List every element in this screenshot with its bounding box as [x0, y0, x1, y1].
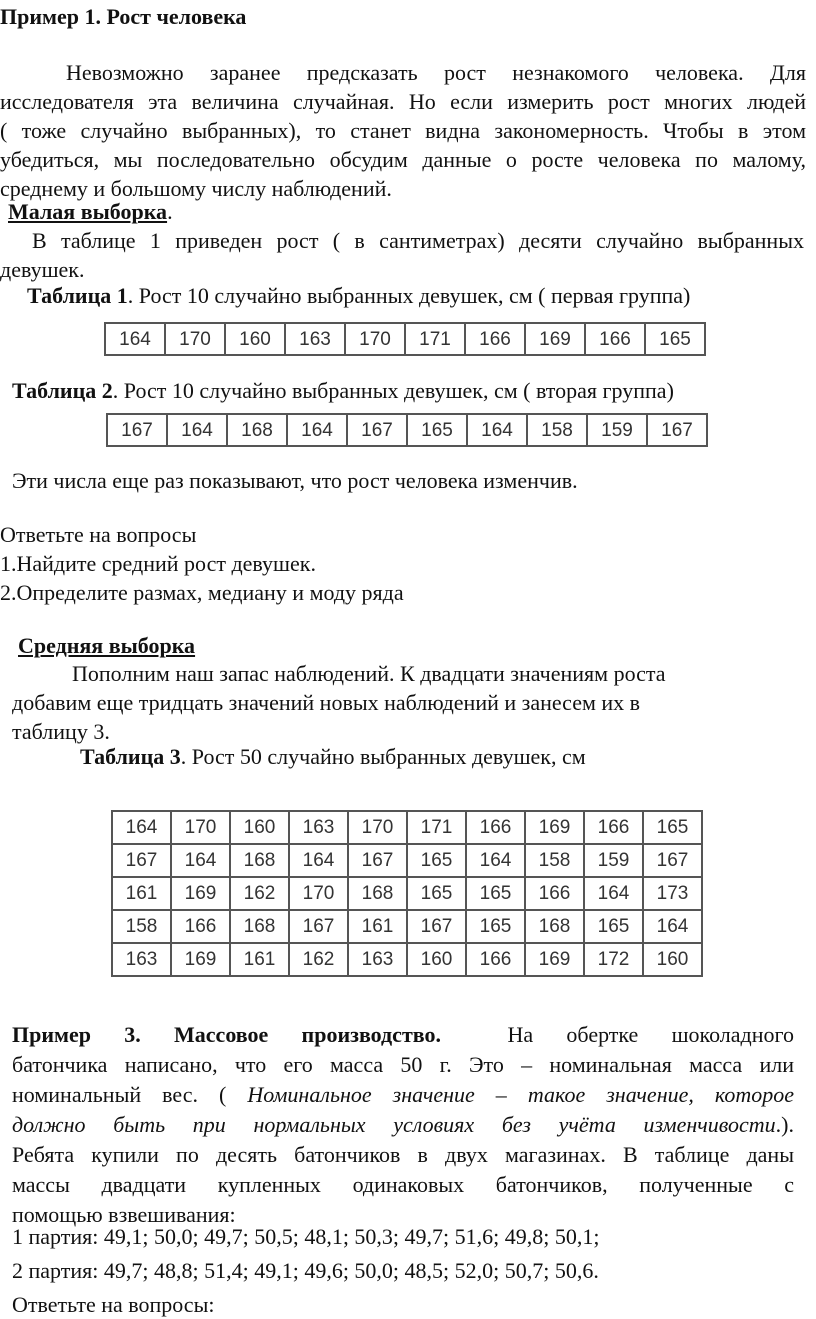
- example3-line1-rest: На обертке шоколадного: [507, 1022, 794, 1047]
- medium-sample-line-1: Пополним наш запас наблюдений. К двадцати значениям роста: [72, 661, 666, 686]
- table-cell: 160: [230, 811, 289, 844]
- table-cell: 161: [230, 943, 289, 976]
- small-sample-heading: Малая выборка.: [8, 199, 173, 224]
- table-cell: 165: [407, 414, 467, 446]
- intro-line-3: ( тоже случайно выбранных), то станет видна закономерность. Чтобы в этом: [0, 118, 806, 143]
- example3-line-3: [12, 1080, 794, 1110]
- table-cell: 167: [643, 844, 702, 877]
- table-cell: 167: [407, 910, 466, 943]
- table-cell: 166: [584, 811, 643, 844]
- nominal-definition-part1: Номинальное значение – такое значение, которое: [247, 1082, 794, 1107]
- table-cell: 165: [407, 844, 466, 877]
- table-cell: 163: [289, 811, 348, 844]
- table-cell: 168: [230, 844, 289, 877]
- table-cell: 161: [112, 877, 171, 910]
- table-cell: 172: [584, 943, 643, 976]
- table-cell: 168: [348, 877, 407, 910]
- table-cell: 163: [285, 323, 345, 355]
- table-cell: 171: [407, 811, 466, 844]
- table-cell: 170: [165, 323, 225, 355]
- table-row: [105, 323, 705, 355]
- example3-title: Пример 3. Массовое производство.: [12, 1022, 441, 1047]
- medium-sample-heading: Средняя выборка: [18, 633, 196, 658]
- table-cell: 164: [467, 414, 527, 446]
- table3-caption: Таблица 3. Рост 50 случайно выбранных девушек, см: [80, 744, 586, 769]
- table-cell: 170: [171, 811, 230, 844]
- table-cell: 169: [171, 877, 230, 910]
- intro-line-4: убедиться, мы последовательно обсудим данные о росте человека по малому,: [0, 147, 806, 172]
- table-row: [112, 943, 702, 976]
- table-cell: 162: [289, 943, 348, 976]
- example3-paragraph: [12, 1020, 794, 1230]
- table-cell: 164: [643, 910, 702, 943]
- table-cell: 164: [167, 414, 227, 446]
- example3-line-6: массы двадцати купленных одинаковых батончиков, полученные с: [12, 1172, 794, 1197]
- small-sample-paragraph: [0, 226, 804, 284]
- table-cell: 167: [348, 844, 407, 877]
- table-cell: 166: [466, 943, 525, 976]
- questions-block: [0, 520, 404, 607]
- intro-line-1: Невозможно заранее предсказать рост незнакомого человека. Для: [66, 60, 806, 85]
- table-cell: 162: [230, 877, 289, 910]
- table-cell: 166: [525, 877, 584, 910]
- table-cell: 164: [171, 844, 230, 877]
- table-cell: 164: [584, 877, 643, 910]
- remark-text: Эти числа еще раз показывают, что рост человека изменчив.: [12, 468, 578, 493]
- table-cell: 164: [287, 414, 347, 446]
- table-cell: 167: [107, 414, 167, 446]
- table-row: [112, 844, 702, 877]
- table-cell: 169: [525, 323, 585, 355]
- table-cell: 164: [105, 323, 165, 355]
- table-cell: 160: [407, 943, 466, 976]
- batch-1-values: 49,1; 50,0; 49,7; 50,5; 48,1; 50,3; 49,7; 51,6; 49,8; 50,1;: [103, 1224, 600, 1249]
- table-cell: 170: [289, 877, 348, 910]
- table-cell: 165: [584, 910, 643, 943]
- table-cell: 170: [345, 323, 405, 355]
- intro-line-2: исследователя эта величина случайная. Но если измерить рост многих людей: [0, 89, 806, 114]
- table2-caption: Таблица 2. Рост 10 случайно выбранных девушек, см ( вторая группа): [12, 378, 674, 403]
- table-cell: 166: [171, 910, 230, 943]
- example3-line-5: Ребята купили по десять батончиков в двух магазинах. В таблице даны: [12, 1142, 794, 1167]
- table-cell: 167: [647, 414, 707, 446]
- example3-line-2: батончика написано, что его масса 50 г. Это – номинальная масса или: [12, 1052, 794, 1077]
- medium-sample-line-3: таблицу 3.: [12, 719, 110, 744]
- batch-2-values: 49,7; 48,8; 51,4; 49,1; 49,6; 50,0; 48,5; 52,0; 50,7; 50,6.: [103, 1258, 599, 1283]
- table-cell: 167: [289, 910, 348, 943]
- table-cell: 165: [466, 877, 525, 910]
- table-row: [112, 910, 702, 943]
- intro-paragraph: [0, 58, 806, 203]
- table-cell: 171: [405, 323, 465, 355]
- intro-line-5: среднему и большому числу наблюдений.: [0, 176, 392, 201]
- table-cell: 170: [348, 811, 407, 844]
- table-cell: 164: [466, 844, 525, 877]
- table-cell: 158: [525, 844, 584, 877]
- example3-line-1: [12, 1020, 794, 1050]
- table-cell: 168: [230, 910, 289, 943]
- medium-sample-paragraph: [0, 659, 666, 746]
- example3-questions-title: Ответьте на вопросы:: [12, 1292, 215, 1317]
- table-cell: 163: [112, 943, 171, 976]
- table-row: [112, 877, 702, 910]
- table-cell: 163: [348, 943, 407, 976]
- table-cell: 164: [112, 811, 171, 844]
- batch-2-line: [12, 1256, 794, 1285]
- batch-1-label: 1 партия:: [12, 1224, 99, 1249]
- table-cell: 158: [112, 910, 171, 943]
- table-cell: 159: [584, 844, 643, 877]
- example1-title: Пример 1. Рост человека: [0, 4, 247, 29]
- table-cell: 165: [643, 811, 702, 844]
- table-cell: 164: [289, 844, 348, 877]
- table-cell: 165: [466, 910, 525, 943]
- table1-caption: Таблица 1. Рост 10 случайно выбранных девушек, см ( первая группа): [27, 283, 691, 308]
- batch-2-label: 2 партия:: [12, 1258, 99, 1283]
- example3-line4-end: .).: [775, 1112, 794, 1137]
- table-cell: 168: [227, 414, 287, 446]
- small-sample-line-2: девушек.: [0, 257, 85, 282]
- table-cell: 161: [348, 910, 407, 943]
- table2: [106, 413, 708, 447]
- questions-title: Ответьте на вопросы: [0, 522, 197, 547]
- medium-sample-line-2: добавим еще тридцать значений новых наблюдений и занесем их в: [12, 690, 641, 715]
- table-cell: 167: [347, 414, 407, 446]
- table-cell: 166: [585, 323, 645, 355]
- table-cell: 159: [587, 414, 647, 446]
- table-cell: 169: [525, 811, 584, 844]
- table-cell: 160: [225, 323, 285, 355]
- table-cell: 158: [527, 414, 587, 446]
- example3-line-4: [12, 1110, 794, 1140]
- table1: [104, 322, 706, 356]
- example3-line-7: помощью взвешивания:: [12, 1202, 236, 1227]
- table-cell: 165: [645, 323, 705, 355]
- table-row: [107, 414, 707, 446]
- table-cell: 169: [525, 943, 584, 976]
- table-cell: 166: [466, 811, 525, 844]
- batch-1-line: [12, 1222, 794, 1251]
- table-cell: 173: [643, 877, 702, 910]
- question-1: 1.Найдите средний рост девушек.: [0, 551, 316, 576]
- example3-line3-pre: номинальный вес. (: [12, 1082, 248, 1107]
- small-sample-line-1: В таблице 1 приведен рост ( в сантиметрах) десяти случайно выбранных: [32, 228, 804, 253]
- table-row: [112, 811, 702, 844]
- nominal-definition-part2: должно быть при нормальных условиях без учёта изменчивости: [12, 1112, 776, 1137]
- question-2: 2.Определите размах, медиану и моду ряда: [0, 580, 404, 605]
- table-cell: 168: [525, 910, 584, 943]
- table-cell: 160: [643, 943, 702, 976]
- table-cell: 165: [407, 877, 466, 910]
- table3: [111, 810, 703, 977]
- table-cell: 167: [112, 844, 171, 877]
- table-cell: 169: [171, 943, 230, 976]
- table-cell: 166: [465, 323, 525, 355]
